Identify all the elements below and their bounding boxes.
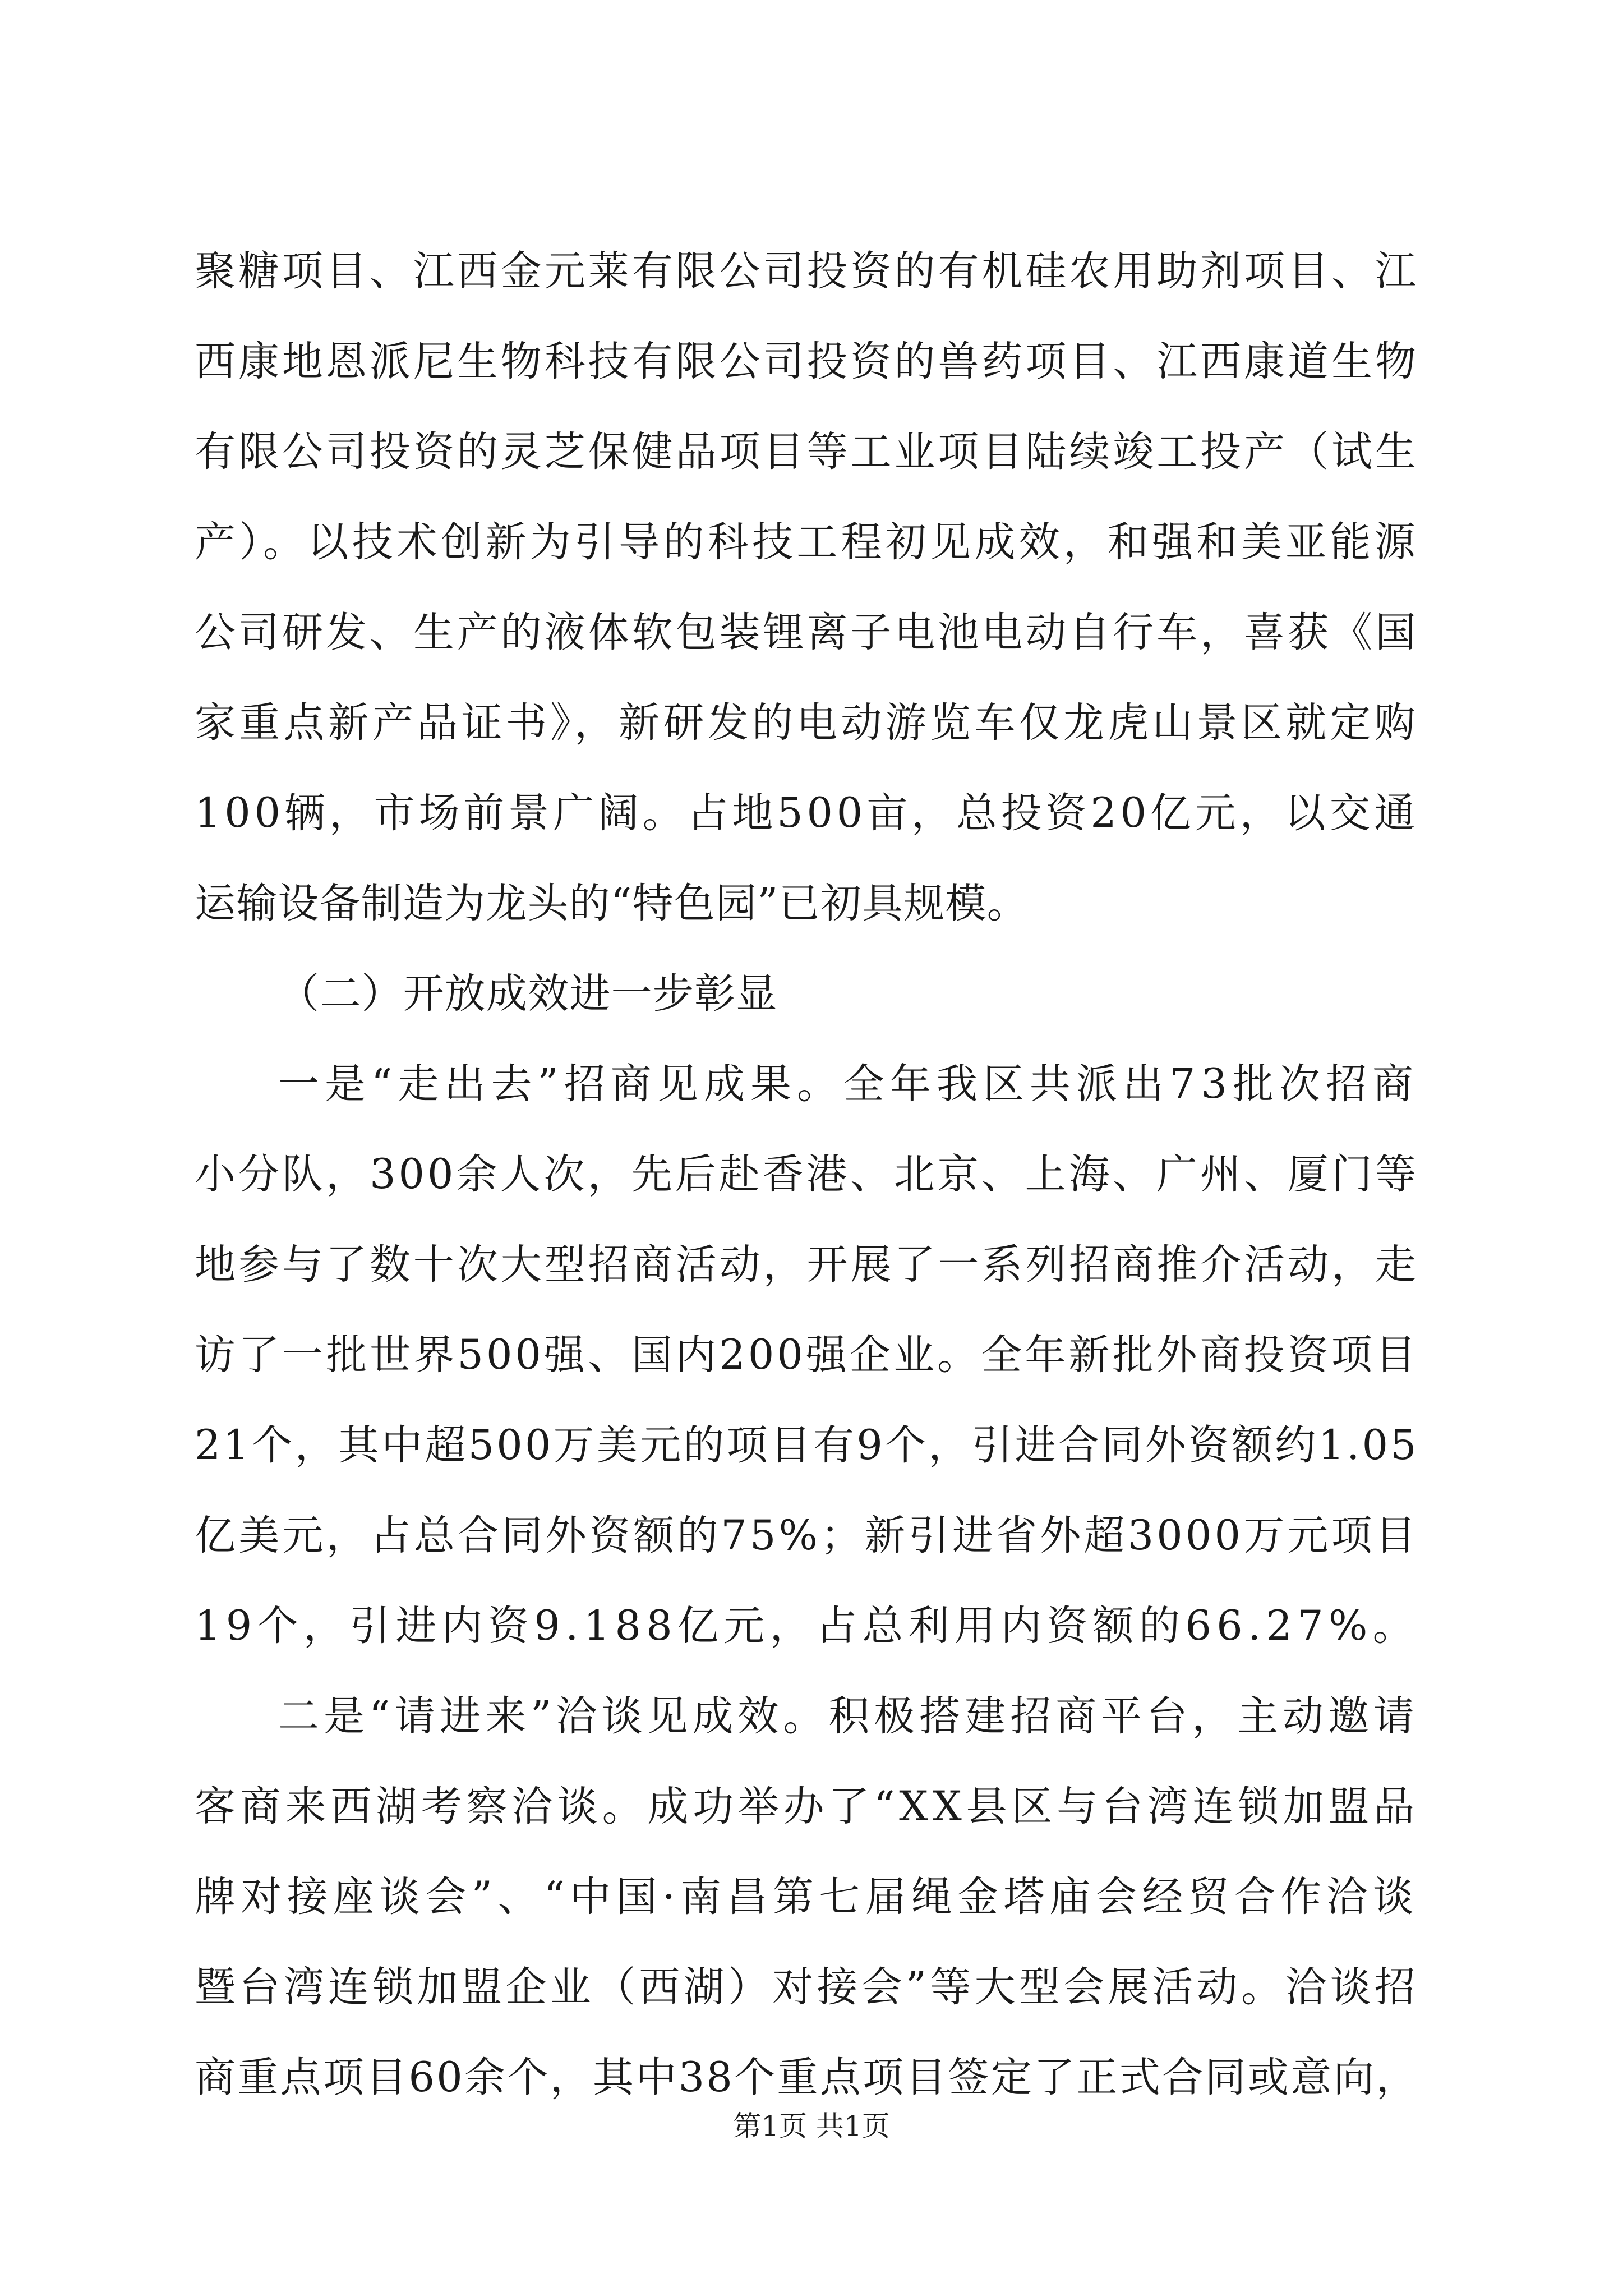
text-line (195, 509, 1419, 576)
text-line (195, 689, 1419, 757)
text-line (195, 328, 1419, 395)
text-line-content: 运输设备制造为龙头的“特色园”已初具规模。 (195, 880, 1029, 927)
text-line (195, 780, 1419, 847)
text-line-content: 21个，其中超500万美元的项目有9个，引进合同外资额约1.05 (195, 1421, 1419, 1469)
text-line-content: 西康地恩派尼生物科技有限公司投资的兽药项目、江西康道生物 (195, 338, 1419, 385)
text-line-content: 有限公司投资的灵芝保健品项目等工业项目陆续竣工投产（试生 (195, 428, 1419, 476)
text-line (195, 1051, 1419, 1118)
text-line-content: 100辆，市场前景广阔。占地500亩，总投资20亿元，以交通 (195, 789, 1419, 837)
text-line-content: 家重点新产品证书》，新研发的电动游览车仅龙虎山景区就定购 (195, 699, 1419, 747)
text-line-content: 一是“走出去”招商见成果。全年我区共派出73批次招商 (278, 1060, 1419, 1108)
text-line (195, 1954, 1419, 2021)
text-line-content: 地参与了数十次大型招商活动，开展了一系列招商推介活动，走 (195, 1241, 1419, 1289)
section-heading (195, 960, 1419, 1028)
text-line-content: 二是“请进来”洽谈见成效。积极搭建招商平台，主动邀请 (278, 1692, 1419, 1740)
page-footer (0, 2104, 1623, 2148)
text-line (195, 1683, 1419, 1750)
text-line-content: 暨台湾连锁加盟企业（西湖）对接会”等大型会展活动。洽谈招 (195, 1963, 1419, 2011)
text-line (195, 1773, 1419, 1841)
text-line-content: 牌对接座谈会”、“中国·南昌第七届绳金塔庙会经贸合作洽谈 (195, 1873, 1419, 1921)
text-line-content: 客商来西湖考察洽谈。成功举办了“XX县区与台湾连锁加盟品 (195, 1783, 1419, 1830)
text-line (195, 1502, 1419, 1570)
text-line (195, 870, 1419, 937)
text-line (195, 1231, 1419, 1299)
text-line-content: 聚糖项目、江西金元莱有限公司投资的有机硅农用助剂项目、江 (195, 247, 1419, 295)
text-line-content: 访了一批世界500强、国内200强企业。全年新批外商投资项目 (195, 1331, 1419, 1379)
text-line (195, 1141, 1419, 1208)
text-line-content: 公司研发、生产的液体软包装锂离子电池电动自行车，喜获《国 (195, 609, 1419, 656)
text-line (195, 1412, 1419, 1479)
text-line-content: 产）。以技术创新为引导的科技工程初见成效，和强和美亚能源 (195, 518, 1419, 566)
text-line-content: 19个，引进内资9.188亿元，占总利用内资额的66.27%。 (195, 1602, 1419, 1650)
text-line-content: 小分队，300余人次，先后赴香港、北京、上海、广州、厦门等 (195, 1151, 1419, 1198)
section-heading-text: （二）开放成效进一步彰显 (278, 970, 778, 1018)
text-line-content: 亿美元，占总合同外资额的75%；新引进省外超3000万元项目 (195, 1512, 1419, 1559)
text-line-content: 商重点项目60余个，其中38个重点项目签定了正式合同或意向， (195, 2054, 1419, 2101)
text-line (195, 1322, 1419, 1389)
text-line (195, 2044, 1419, 2111)
text-line (195, 238, 1419, 305)
text-line (195, 599, 1419, 666)
text-line (195, 1593, 1419, 1660)
text-line (195, 1864, 1419, 1931)
text-line (195, 418, 1419, 486)
page-number: 第1页 共1页 (733, 2110, 890, 2142)
